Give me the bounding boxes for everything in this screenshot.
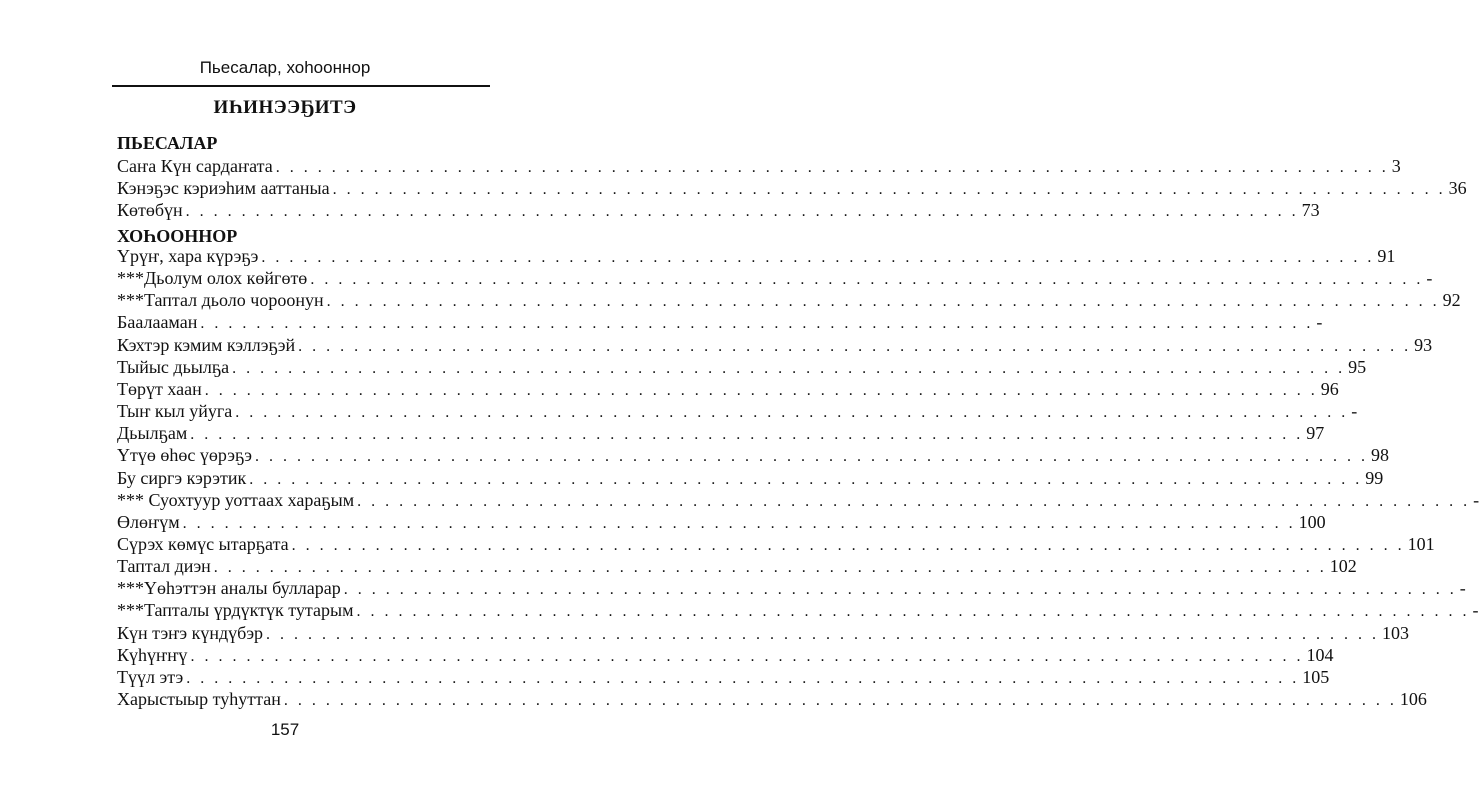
header-rule <box>112 85 490 87</box>
toc-entry <box>117 289 1461 311</box>
entry-title: Үтүө өһөс үөрэҕэ <box>117 445 253 466</box>
toc-entry <box>117 555 1357 577</box>
dot-leader: . . . . . . . . . . . . . . . . . . . . . . . . . . . . . . . . . . . . . . . . . . . . . . . . . . . . . . . . . . . . . . . . . . . . . . . . . . . . . . . . <box>298 337 1412 355</box>
entry-title: Дьылҕам <box>117 423 188 444</box>
entry-title: ***Үөһэттэн аналы булларар <box>117 578 341 599</box>
dot-leader: . . . . . . . . . . . . . . . . . . . . . . . . . . . . . . . . . . . . . . . . . . . . . . . . . . . . . . . . . . . . . . . . . . . . . . . . . . . . . . . . <box>356 603 1470 621</box>
entry-title: Баалааман <box>117 312 198 333</box>
dot-leader: . . . . . . . . . . . . . . . . . . . . . . . . . . . . . . . . . . . . . . . . . . . . . . . . . . . . . . . . . . . . . . . . . . . . . . . . . . . . . . . . <box>182 514 1296 532</box>
entry-page: 96 <box>1320 378 1339 399</box>
toc-entry <box>117 489 1479 511</box>
dot-leader: . . . . . . . . . . . . . . . . . . . . . . . . . . . . . . . . . . . . . . . . . . . . . . . . . . . . . . . . . . . . . . . . . . . . . . . . . . . . . . . . <box>200 315 1314 333</box>
toc-entry <box>117 577 1466 599</box>
dot-leader: . . . . . . . . . . . . . . . . . . . . . . . . . . . . . . . . . . . . . . . . . . . . . . . . . . . . . . . . . . . . . . . . . . . . . . . . . . . . . . . . <box>332 181 1446 199</box>
toc-entry <box>117 155 1401 177</box>
entry-title: Сүрэх көмүс ытарҕата <box>117 534 289 554</box>
toc-entry <box>117 599 1479 621</box>
entry-title: Саҥа Күн сардаҥата <box>117 156 273 176</box>
dot-leader: . . . . . . . . . . . . . . . . . . . . . . . . . . . . . . . . . . . . . . . . . . . . . . . . . . . . . . . . . . . . . . . . . . . . . . . . . . . . . . . . <box>255 448 1369 466</box>
entry-page: 104 <box>1306 644 1334 665</box>
section-heading: ПЬЕСАЛАР <box>117 133 218 153</box>
entry-page: 103 <box>1382 622 1410 643</box>
dot-leader: . . . . . . . . . . . . . . . . . . . . . . . . . . . . . . . . . . . . . . . . . . . . . . . . . . . . . . . . . . . . . . . . . . . . . . . . . . . . . . . . <box>190 426 1304 444</box>
toc-entry <box>117 467 1384 489</box>
entry-title: Төрүт хаан <box>117 378 202 399</box>
entry-page: 95 <box>1348 356 1367 377</box>
entry-page: - <box>1351 401 1358 421</box>
dot-leader: . . . . . . . . . . . . . . . . . . . . . . . . . . . . . . . . . . . . . . . . . . . . . . . . . . . . . . . . . . . . . . . . . . . . . . . . . . . . . . . . <box>204 381 1318 399</box>
toc-entry <box>117 644 1334 666</box>
toc-entry <box>117 199 1320 221</box>
dot-leader: . . . . . . . . . . . . . . . . . . . . . . . . . . . . . . . . . . . . . . . . . . . . . . . . . . . . . . . . . . . . . . . . . . . . . . . . . . . . . . . . <box>235 404 1349 421</box>
entry-title: ***Тапталы үрдүктүк тутарым <box>117 600 354 621</box>
entry-page: 97 <box>1306 423 1325 444</box>
entry-title: Бу сиргэ кэрэтик <box>117 467 247 488</box>
toc-entry <box>117 356 1367 378</box>
toc-entry <box>117 177 1467 199</box>
entry-page: 101 <box>1407 534 1435 554</box>
dot-leader: . . . . . . . . . . . . . . . . . . . . . . . . . . . . . . . . . . . . . . . . . . . . . . . . . . . . . . . . . . . . . . . . . . . . . . . . . . . . . . . . <box>291 537 1405 554</box>
entry-title: Көтөбүн <box>117 200 183 221</box>
entry-page: 102 <box>1329 556 1357 577</box>
entry-title: Тыҥ кыл уйуга <box>117 401 233 421</box>
toc-entry <box>117 666 1330 688</box>
entry-title: Үрүҥ, хара күрэҕэ <box>117 246 259 266</box>
entry-title: Харыстыыр туһуттан <box>117 689 281 709</box>
toc-title: ИҺИНЭЭҔИТЭ <box>213 97 357 118</box>
toc-entry <box>117 334 1433 356</box>
entry-page: 73 <box>1301 200 1320 221</box>
entry-page: 93 <box>1414 334 1433 355</box>
entry-title: Таптал диэн <box>117 556 211 577</box>
entry-page: - <box>1459 578 1466 599</box>
running-head: Пьесалар, хоһооннор <box>199 58 371 77</box>
entry-title: Күһүҥҥү <box>117 644 188 665</box>
toc-entry <box>117 622 1410 644</box>
dot-leader: . . . . . . . . . . . . . . . . . . . . . . . . . . . . . . . . . . . . . . . . . . . . . . . . . . . . . . . . . . . . . . . . . . . . . . . . . . . . . . . . <box>283 692 1397 709</box>
dot-leader: . . . . . . . . . . . . . . . . . . . . . . . . . . . . . . . . . . . . . . . . . . . . . . . . . . . . . . . . . . . . . . . . . . . . . . . . . . . . . . . . <box>213 559 1327 577</box>
dot-leader: . . . . . . . . . . . . . . . . . . . . . . . . . . . . . . . . . . . . . . . . . . . . . . . . . . . . . . . . . . . . . . . . . . . . . . . . . . . . . . . . <box>232 359 1346 377</box>
entry-title: Кэхтэр кэмим кэллэҕэй <box>117 334 296 355</box>
dot-leader: . . . . . . . . . . . . . . . . . . . . . . . . . . . . . . . . . . . . . . . . . . . . . . . . . . . . . . . . . . . . . . . . . . . . . . . . . . . . . . . . <box>326 293 1440 311</box>
entry-title: Түүл этэ <box>117 666 184 687</box>
entry-page: 92 <box>1442 290 1461 311</box>
entry-page: 106 <box>1399 689 1427 709</box>
dot-leader: . . . . . . . . . . . . . . . . . . . . . . . . . . . . . . . . . . . . . . . . . . . . . . . . . . . . . . . . . . . . . . . . . . . . . . . . . . . . . . . . <box>190 647 1304 665</box>
dot-leader: . . . . . . . . . . . . . . . . . . . . . . . . . . . . . . . . . . . . . . . . . . . . . . . . . . . . . . . . . . . . . . . . . . . . . . . . . . . . . . . . <box>261 249 1375 266</box>
entry-title: ***Дьолум олох көйгөтө <box>117 268 308 289</box>
entry-page: 36 <box>1448 178 1467 199</box>
dot-leader: . . . . . . . . . . . . . . . . . . . . . . . . . . . . . . . . . . . . . . . . . . . . . . . . . . . . . . . . . . . . . . . . . . . . . . . . . . . . . . . . <box>186 669 1300 687</box>
toc-entry <box>117 511 1326 533</box>
toc-entry <box>117 400 1358 422</box>
entry-title: ***Таптал дьоло чороонун <box>117 290 324 311</box>
entry-page: 100 <box>1298 511 1326 532</box>
dot-leader: . . . . . . . . . . . . . . . . . . . . . . . . . . . . . . . . . . . . . . . . . . . . . . . . . . . . . . . . . . . . . . . . . . . . . . . . . . . . . . . . <box>343 581 1457 599</box>
dot-leader: . . . . . . . . . . . . . . . . . . . . . . . . . . . . . . . . . . . . . . . . . . . . . . . . . . . . . . . . . . . . . . . . . . . . . . . . . . . . . . . . <box>266 625 1380 643</box>
dot-leader: . . . . . . . . . . . . . . . . . . . . . . . . . . . . . . . . . . . . . . . . . . . . . . . . . . . . . . . . . . . . . . . . . . . . . . . . . . . . . . . . <box>249 470 1363 488</box>
dot-leader: . . . . . . . . . . . . . . . . . . . . . . . . . . . . . . . . . . . . . . . . . . . . . . . . . . . . . . . . . . . . . . . . . . . . . . . . . . . . . . . . <box>357 492 1471 510</box>
entry-title: Тыйыс дьылҕа <box>117 356 230 377</box>
toc-entry <box>117 311 1323 333</box>
entry-page: 99 <box>1365 467 1384 488</box>
toc-entry <box>117 688 1427 710</box>
entry-page: - <box>1316 312 1323 333</box>
page-number: 157 <box>270 720 300 739</box>
entry-title: Кэнэҕэс кэриэһим ааттаныа <box>117 178 330 199</box>
entry-page: 105 <box>1302 666 1330 687</box>
toc-entry <box>117 533 1435 555</box>
toc-entry <box>117 378 1339 400</box>
entry-page: 98 <box>1371 445 1390 466</box>
section-heading: ХОҺООННОР <box>117 226 238 246</box>
entry-page: - <box>1426 268 1433 289</box>
dot-leader: . . . . . . . . . . . . . . . . . . . . . . . . . . . . . . . . . . . . . . . . . . . . . . . . . . . . . . . . . . . . . . . . . . . . . . . . . . . . . . . . <box>185 203 1299 221</box>
entry-page: 91 <box>1377 246 1396 266</box>
toc-entry <box>117 444 1390 466</box>
entry-page: - <box>1473 489 1479 510</box>
toc-entry <box>117 267 1433 289</box>
entry-page: - <box>1472 600 1479 621</box>
toc-entry <box>117 422 1325 444</box>
entry-title: Өлөҥүм <box>117 511 180 532</box>
entry-page: 3 <box>1391 156 1401 176</box>
dot-leader: . . . . . . . . . . . . . . . . . . . . . . . . . . . . . . . . . . . . . . . . . . . . . . . . . . . . . . . . . . . . . . . . . . . . . . . . . . . . . . . . <box>310 271 1424 289</box>
dot-leader: . . . . . . . . . . . . . . . . . . . . . . . . . . . . . . . . . . . . . . . . . . . . . . . . . . . . . . . . . . . . . . . . . . . . . . . . . . . . . . . . <box>275 159 1389 176</box>
entry-title: *** Суохтуур уоттаах хараҕым <box>117 489 355 510</box>
entry-title: Күн тэҥэ күндүбэр <box>117 622 264 643</box>
toc-entry <box>117 245 1396 267</box>
